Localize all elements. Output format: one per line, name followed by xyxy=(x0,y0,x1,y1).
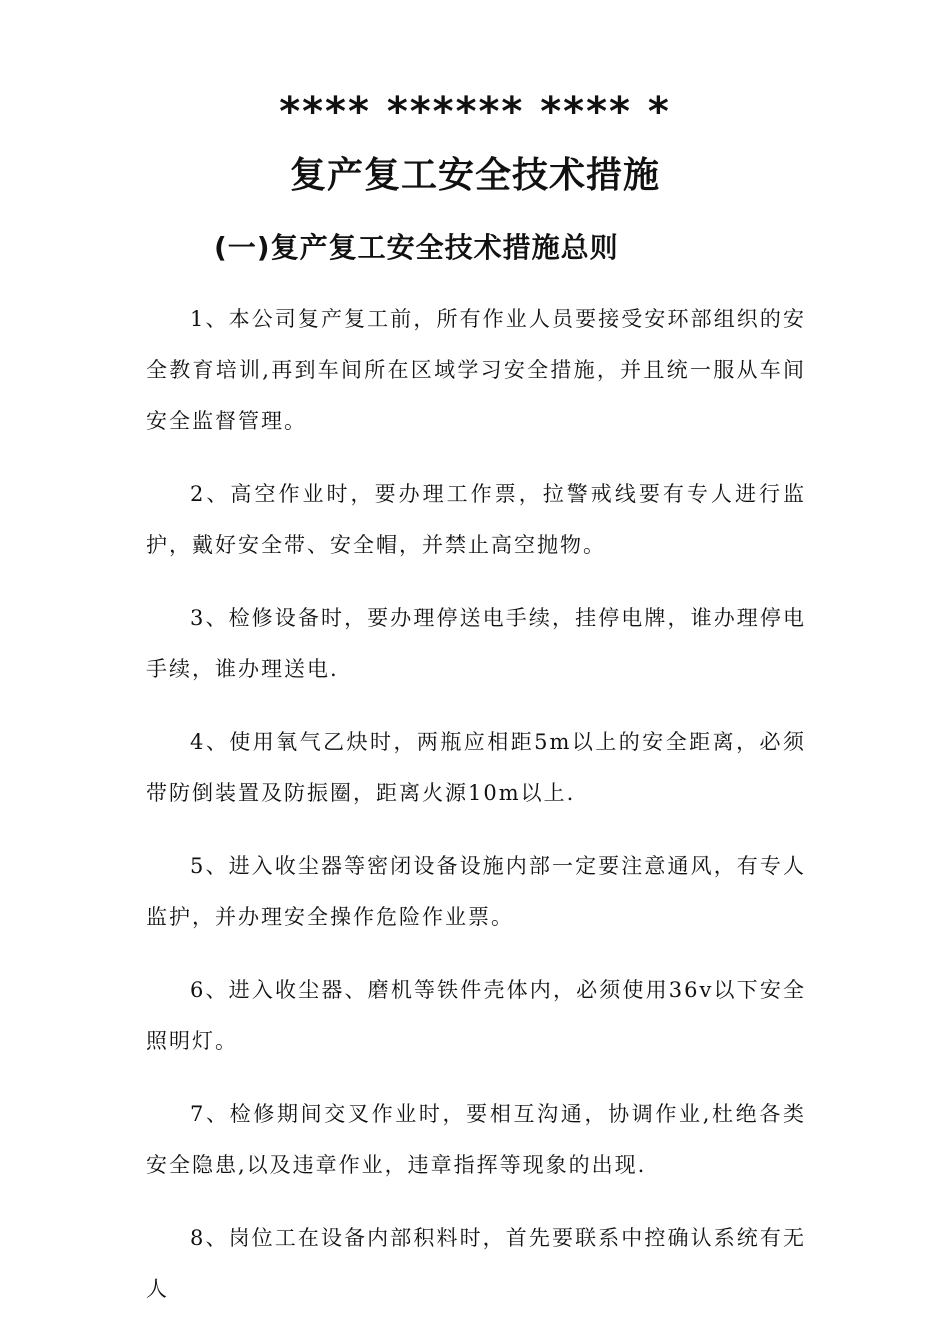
paragraph-5: 5、进入收尘器等密闭设备设施内部一定要注意通风，有专人监护，并办理安全操作危险作业票。 xyxy=(146,854,806,929)
document-body xyxy=(146,294,806,1337)
paragraph-1: 1、本公司复产复工前，所有作业人员要接受安环部组织的安全教育培训,再到车间所在区域学习安全措施，并且统一服从车间安全监督管理。 xyxy=(146,307,806,433)
paragraph-4: 4、使用氧气乙炔时，两瓶应相距5m以上的安全距离，必须带防倒装置及防振圈，距离火源10m以上. xyxy=(146,730,806,805)
paragraph-7: 7、检修期间交叉作业时，要相互沟通，协调作业,杜绝各类安全隐患,以及违章作业，违章指挥等现象的出现. xyxy=(146,1102,806,1177)
section-heading: (一)复产复工安全技术措施总则 xyxy=(214,231,619,264)
paragraph-3: 3、检修设备时，要办理停送电手续，挂停电牌，谁办理停电手续，谁办理送电. xyxy=(146,606,806,681)
paragraph-6: 6、进入收尘器、磨机等铁件壳体内，必须使用36v以下安全照明灯。 xyxy=(146,978,806,1053)
document-title: 复产复工安全技术措施 xyxy=(289,155,660,196)
company-name-masked: **** ****** **** * xyxy=(279,89,671,135)
paragraph-8: 8、岗位工在设备内部积料时，首先要联系中控确认系统有无人 xyxy=(146,1226,806,1301)
paragraph-2: 2、高空作业时，要办理工作票，拉警戒线要有专人进行监护，戴好安全带、安全帽，并禁止高空抛物。 xyxy=(146,482,806,557)
